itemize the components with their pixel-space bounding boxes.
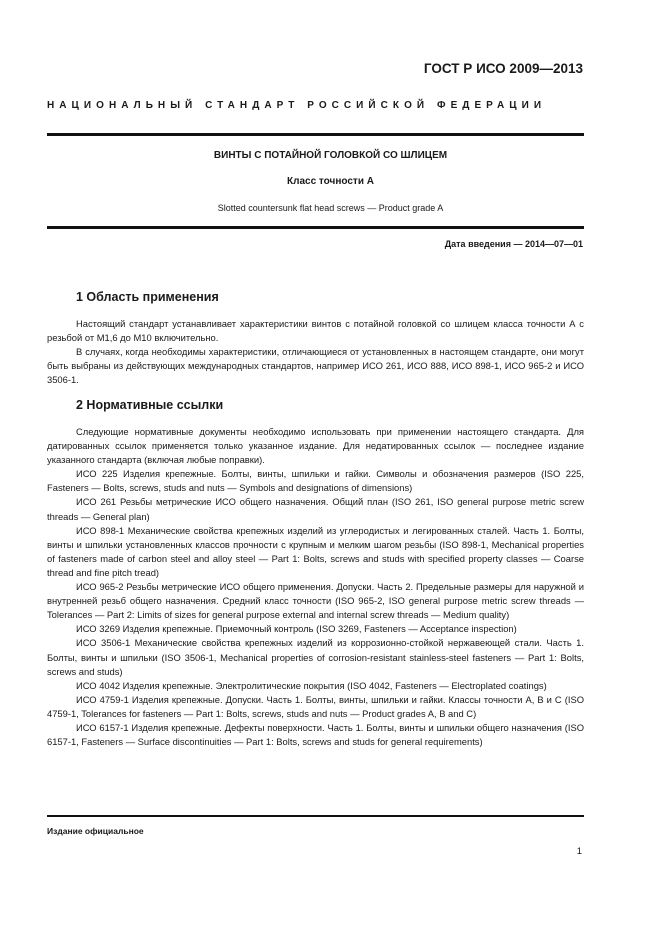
document-code: ГОСТ Р ИСО 2009—2013 xyxy=(423,61,583,76)
title-divider xyxy=(47,226,584,229)
top-divider xyxy=(47,133,584,136)
document-title-english: Slotted countersunk flat head screws — Product grade A xyxy=(217,203,444,213)
paragraph: В случаях, когда необходимы характеристики, отличающиеся от установленных в настоящем стандарте, они могут быть выбраны из действующих международных стандартов, например ИСО 261, ИСО 888, ИСО 898-1, ИСО 965-2 и ИСО 3506-1. xyxy=(47,346,584,386)
reference-item: ИСО 4759-1 Изделия крепежные. Допуски. Часть 1. Болты, винты, шпильки и гайки. Классы точности А, В и С (ISO 4759-1, Tolerances for fasteners — Part 1: Bolts, screws, studs and nuts — Product grades A, B and C) xyxy=(47,693,584,719)
page-number: 1 xyxy=(576,846,582,857)
document-title: ВИНТЫ С ПОТАЙНОЙ ГОЛОВКОЙ СО ШЛИЦЕМ xyxy=(213,150,448,161)
section-body-normative-references xyxy=(47,425,584,749)
national-standard-banner: НАЦИОНАЛЬНЫЙ СТАНДАРТ РОССИЙСКОЙ ФЕДЕРАЦИИ xyxy=(47,100,547,111)
section-heading-normative-references: 2 Нормативные ссылки xyxy=(76,398,224,412)
reference-item: ИСО 261 Резьбы метрические ИСО общего назначения. Общий план (ISO 261, ISO general purpose metric screw threads — General plan) xyxy=(47,496,584,522)
reference-item: ИСО 965-2 Резьбы метрические ИСО общего применения. Допуски. Часть 2. Предельные размеры для наружной и внутренней резьб общего назначения. Средний класс точности (ISO 965-2, ISO general purpose metric screw threads — Tolerances — Part 2: Limits of sizes for general purpose external and internal screw threads — Medium quality) xyxy=(47,581,584,621)
reference-item: ИСО 4042 Изделия крепежные. Электролитические покрытия (ISO 4042, Fasteners — Electroplated coatings) xyxy=(76,679,547,691)
document-subtitle: Класс точности А xyxy=(287,176,374,187)
reference-item: ИСО 225 Изделия крепежные. Болты, винты, шпильки и гайки. Символы и обозначения размеров (ISO 225, Fasteners — Bolts, screws, studs and nuts — Symbols and designations of dimensions) xyxy=(47,468,584,494)
official-edition-label: Издание официальное xyxy=(47,826,144,836)
section-heading-scope: 1 Область применения xyxy=(76,290,219,304)
footer-divider xyxy=(47,815,584,817)
section-body-scope xyxy=(47,317,584,387)
reference-item: ИСО 898-1 Механические свойства крепежных изделий из углеродистых и легированных сталей. Часть 1. Болты, винты и шпильки установленных классов прочности с крупным и мелким шагом резьбы (ISO 898-1, Mechanical properties of fasteners made of carbon steel and alloy steel — Part 1: Bolts, screws and studs with specified property classes — Coarse thread and fine pitch tread) xyxy=(47,524,584,578)
reference-item: ИСО 6157-1 Изделия крепежные. Дефекты поверхности. Часть 1. Болты, винты и шпильки общего назначения (ISO 6157-1, Fasteners — Surface discontinuities — Part 1: Bolts, screws and studs for general requirements) xyxy=(47,721,584,748)
reference-item: ИСО 3506-1 Механические свойства крепежных изделий из коррозионно-стойкой нержавеющей стали. Часть 1. Болты, винты и шпильки (ISO 3506-1, Mechanical properties of corrosion-resistant stainless-steel fasteners — Part 1: Bolts, screws and studs) xyxy=(47,637,584,677)
reference-item: ИСО 3269 Изделия крепежные. Приемочный контроль (ISO 3269, Fasteners — Acceptance inspection) xyxy=(76,623,517,635)
paragraph: Настоящий стандарт устанавливает характеристики винтов с потайной головкой со шлицем класса точности А с резьбой от М1,6 до М10 включительно. xyxy=(47,318,584,344)
paragraph: Следующие нормативные документы необходимо использовать при применении настоящего стандарта. Для датированных ссылок применяется только указанное издание. Для недатированных ссылок — последнее издание указанного стандарта (включая любые поправки). xyxy=(47,426,584,466)
introduction-date: Дата введения — 2014—07—01 xyxy=(444,239,583,249)
